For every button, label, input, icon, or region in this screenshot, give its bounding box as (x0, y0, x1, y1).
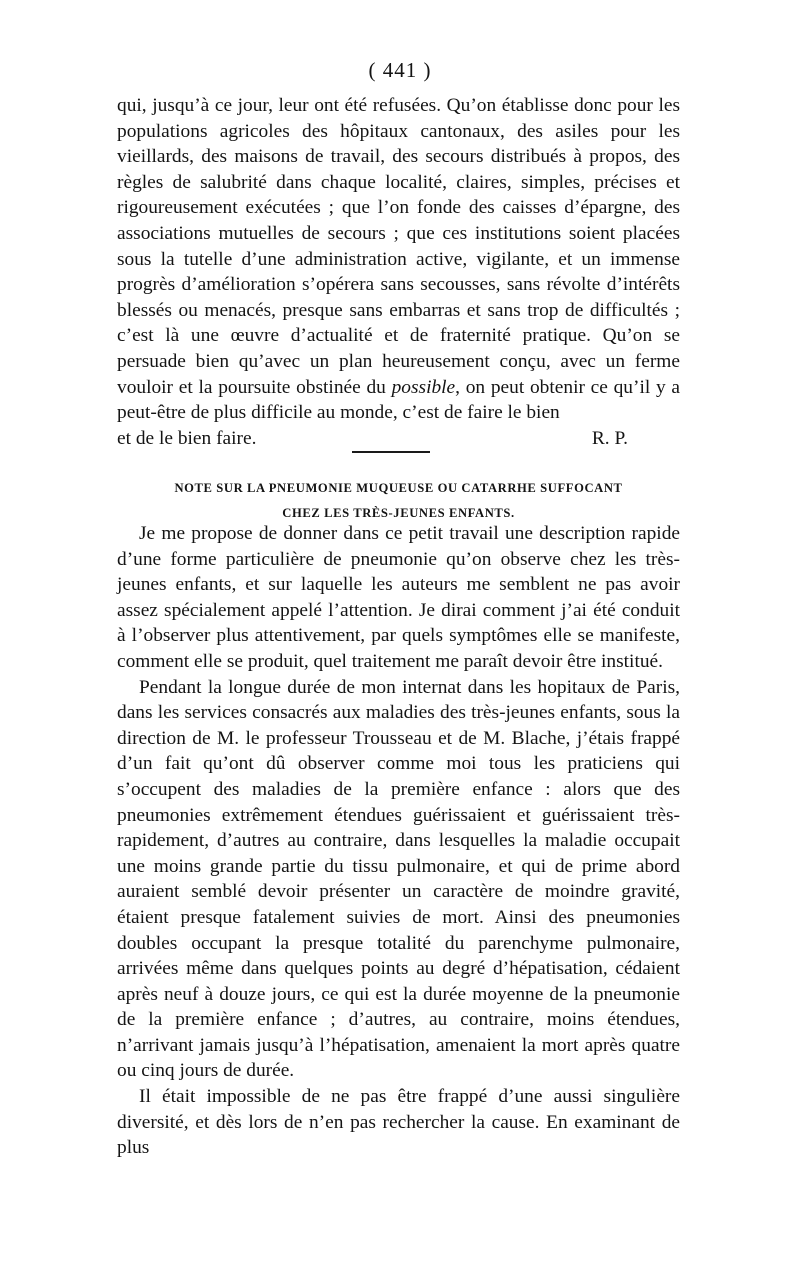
emphasis-word: possible (391, 376, 456, 398)
body-paragraph-3: Il était impossible de ne pas être frappé d’une aussi singulière diversité, et dès lors de n’en pas rechercher la cause. En examinant de plus (117, 1086, 680, 1159)
continuation-text-after: , on peut obtenir ce qu’il y a peut-être de plus difficile au monde, c’est de faire le bien (117, 376, 680, 424)
continuation-paragraph (117, 93, 680, 426)
section-title (117, 476, 680, 526)
body-paragraph-2: Pendant la longue durée de mon internat dans les hopitaux de Paris, dans les services consacrés aux maladies des très-jeunes enfants, sous la direction de M. le professeur Trousseau et de M. Blache, j’étais frappé d’un fait qu’ont dû observer comme moi tous les praticiens qui s’occupent des maladies de la première enfance : alors que des pneumonies extrêmement étendues guérissaient et guérissaient très-rapidement, d’autres au contraire, dans lesquelles la maladie occupait une moins grande partie du tissu pulmonaire, et qui de prime abord auraient semblé devoir présenter un caractère de moindre gravité, étaient presque fatalement suivies de mort. Ainsi des pneumonies doubles occupant la presque totalité du parenchyme pulmonaire, arrivées même dans quelques points au degré d’hépatisation, cédaient après neuf à douze jours, ce qui est la durée moyenne de la pneumonie de la première enfance ; d’autres, au contraire, moins étendues, n’arrivant jamais jusqu’à l’hépatisation, amenaient la mort après quatre ou cinq jours de durée. (117, 676, 680, 1082)
section-divider (352, 451, 430, 453)
section-title-line-2: CHEZ LES TRÈS-JEUNES ENFANTS. (282, 506, 515, 520)
article-body (117, 521, 680, 1161)
signature-line (117, 426, 680, 452)
page-number: ( 441 ) (368, 58, 432, 82)
author-initials: R. P. (591, 427, 628, 449)
body-paragraph-1: Je me propose de donner dans ce petit travail une description rapide d’une forme particulière de pneumonie qu’on observe chez les très-jeunes enfants, et sur laquelle les auteurs me semblent ne pas avoir assez spécialement appelé l’attention. Je dirai comment j’ai été conduit à l’observer plus attentivement, par quels symptômes elle se manifeste, comment elle se produit, quel traitement me paraît devoir être institué. (117, 523, 680, 672)
continuation-text (117, 93, 680, 451)
section-title-line-1: NOTE SUR LA PNEUMONIE MUQUEUSE OU CATARRHE SUFFOCANT (174, 481, 623, 495)
closing-text: et de le bien faire. (117, 427, 257, 449)
continuation-text-main: qui, jusqu’à ce jour, leur ont été refusées. Qu’on établisse donc pour les populations agricoles des hôpitaux cantonaux, des asiles pour les vieillards, des maisons de travail, des secours distribués à propos, des règles de salubrité dans chaque localité, claires, simples, précises et rigoureusement exécutées ; que l’on fonde des caisses d’épargne, des associations mutuelles de secours ; que ces institutions soient placées sous la tutelle d’une administration active, vigilante, et un immense progrès d’amélioration s’opérera sans secousses, sans révolte d’intérêts blessés ou menacés, presque sans embarras et sans trop de difficultés ; c’est là une œuvre d’actualité et de fraternité pratique. Qu’on se persuade bien qu’avec un plan heureusement conçu, avec un ferme vouloir et la poursuite obstinée du (117, 95, 680, 398)
